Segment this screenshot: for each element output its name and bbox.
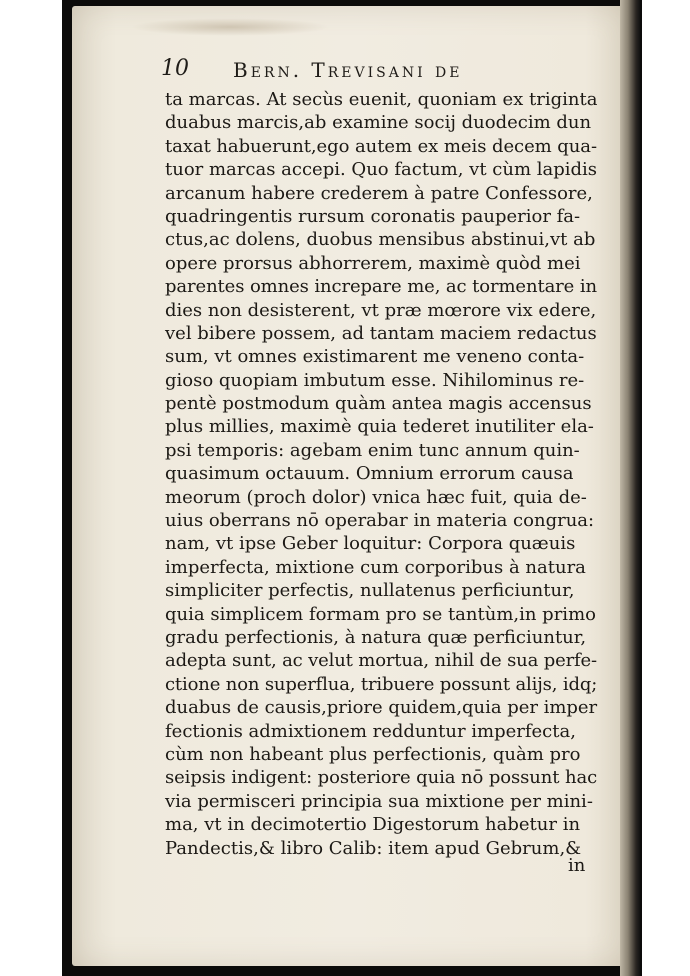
text-line: uius oberrans nō operabar in materia congrua: (165, 510, 595, 532)
text-line: parentes omnes increpare me, ac tormentare in (165, 276, 597, 298)
text-line: nam, vt ipse Geber loquitur: Corpora quæuis (165, 533, 576, 555)
text-line: gradu perfectionis, à natura quæ perficiuntur, (165, 626, 587, 648)
ink-bleed-smudge (130, 18, 330, 36)
text-line: vel bibere possem, ad tantam maciem redactus (165, 322, 597, 344)
text-line: psi temporis: agebam enim tunc annum quin- (165, 439, 580, 461)
page-gutter-edge (620, 0, 640, 976)
text-line: quasimum octauum. Omnium errorum causa (165, 463, 574, 485)
text-line: meorum (proch dolor) vnica hæc fuit, quia de- (165, 486, 587, 508)
page-number: 10 (161, 56, 189, 81)
text-line: sum, vt omnes existimarent me veneno conta- (165, 346, 585, 368)
text-line: quadringentis rursum coronatis pauperior fa- (165, 205, 581, 227)
text-line: duabus de causis,priore quidem,quia per imper (165, 697, 598, 719)
text-line: ctus,ac dolens, duobus mensibus abstinui,vt ab (165, 229, 596, 251)
page-header (161, 56, 601, 86)
text-line: cùm non habeant plus perfectionis, quàm pro (165, 743, 581, 765)
text-line: tuor marcas accepi. Quo factum, vt cùm lapidis (165, 159, 598, 181)
text-line: simpliciter perfectis, nullatenus perficiuntur, (165, 580, 575, 602)
text-line: ma, vt in decimotertio Digestorum habetur in (165, 814, 581, 836)
running-head: Bern. Trevisani de (233, 58, 463, 82)
text-line: imperfecta, mixtione cum corporibus à natura (165, 556, 586, 578)
text-line: opere prorsus abhorrerem, maximè quòd mei (165, 252, 581, 274)
body-text (165, 88, 597, 860)
text-line: duabus marcis,ab examine socij duodecim dun (165, 112, 592, 134)
text-line: plus millies, maximè quia tederet inutiliter ela- (165, 416, 594, 438)
text-line: dies non desisterent, vt præ mœrore vix edere, (165, 299, 597, 321)
text-line: pentè postmodum quàm antea magis accensus (165, 393, 592, 415)
text-line: Pandectis,& libro Calib: item apud Gebrum,& (165, 837, 582, 859)
text-line: taxat habuerunt,ego autem ex meis decem qua- (165, 135, 597, 157)
text-line: via permisceri principia sua mixtione per mini- (165, 790, 593, 812)
text-line: fectionis admixtionem redduntur imperfecta, (165, 720, 576, 742)
text-line: seipsis indigent: posteriore quia nō possunt hac (165, 767, 598, 789)
text-line: ctione non superflua, tribuere possunt alijs, idq; (165, 673, 598, 695)
text-line: gioso quopiam imbutum esse. Nihilominus re- (165, 369, 585, 391)
text-line: adepta sunt, ac velut mortua, nihil de sua perfe- (165, 650, 597, 672)
text-line: quia simplicem formam pro se tantùm,in primo (165, 603, 596, 625)
text-line: arcanum habere crederem à patre Confessore, (165, 182, 593, 204)
text-line: ta marcas. At secùs euenit, quoniam ex triginta (165, 89, 598, 110)
catchword: in (568, 855, 586, 876)
